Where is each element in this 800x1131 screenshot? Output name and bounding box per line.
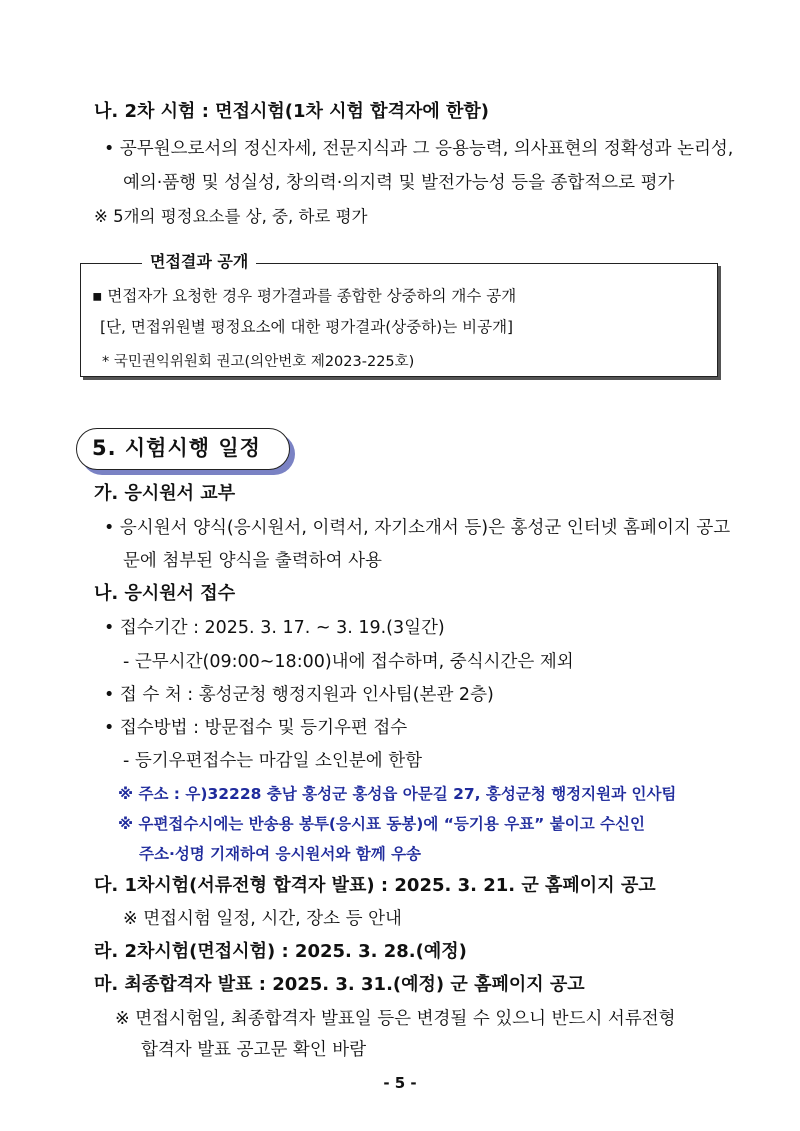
heading-interview-exam: 나. 2차 시험 : 면접시험(1차 시험 합격자에 한함) — [94, 101, 489, 122]
mail-return-envelope-note-2: 주소·성명 기재하여 응시원서와 함께 우송 — [139, 845, 422, 863]
result-disclosure-line: ▪ 면접자가 요청한 경우 평가결과를 종합한 상중하의 개수 공개 — [92, 287, 517, 305]
heading-application-submission: 나. 응시원서 접수 — [94, 583, 236, 604]
heading-application-distribution: 가. 응시원서 교부 — [94, 483, 236, 504]
submission-method: • 접수방법 : 방문접수 및 등기우편 접수 — [104, 718, 408, 738]
interview-guidance-note: ※ 면접시험 일정, 시간, 장소 등 안내 — [123, 909, 402, 929]
page-number: - 5 - — [383, 1074, 417, 1092]
mail-return-envelope-note-1: ※ 우편접수시에는 반송용 봉투(응시표 동봉)에 “등기용 우표” 붙이고 수신인 — [118, 815, 645, 833]
application-form-line-2: 문에 첨부된 양식을 출력하여 사용 — [123, 551, 382, 571]
submission-place: • 접 수 처 : 홍성군청 행정지원과 인사팀(본관 2층) — [104, 685, 494, 705]
interview-criteria-line-2: 예의·품행 및 성실성, 창의력·의지력 및 발전가능성 등을 종합적으로 평가 — [123, 173, 675, 193]
evaluation-note: ※ 5개의 평정요소를 상, 중, 하로 평가 — [94, 207, 368, 226]
schedule-change-note-2: 합격자 발표 공고문 확인 바람 — [141, 1040, 367, 1060]
interview-result-box-title: 면접결과 공개 — [142, 248, 256, 276]
heading-final-result: 마. 최종합격자 발표 : 2025. 3. 31.(예정) 군 홈페이지 공고 — [94, 974, 585, 995]
submission-period: • 접수기간 : 2025. 3. 17. ~ 3. 19.(3일간) — [104, 618, 445, 638]
acrc-recommendation-line: * 국민권익위원회 권고(의안번호 제2023-225호) — [102, 354, 415, 370]
schedule-change-note-1: ※ 면접시험일, 최종합격자 발표일 등은 변경될 수 있으니 반드시 서류전형 — [115, 1009, 676, 1029]
application-form-line-1: • 응시원서 양식(응시원서, 이력서, 자기소개서 등)은 홍성군 인터넷 홈페이지 공고 — [104, 518, 731, 538]
submission-hours-note: - 근무시간(09:00~18:00)내에 접수하며, 중식시간은 제외 — [123, 652, 574, 672]
result-exception-line: [단, 면접위원별 평정요소에 대한 평가결과(상중하)는 비공개] — [100, 318, 514, 336]
mailing-address: ※ 주소 : 우)32228 충남 홍성군 홍성읍 아문길 27, 홍성군청 행정지원과 인사팀 — [118, 785, 677, 803]
heading-first-exam-result: 다. 1차시험(서류전형 합격자 발표) : 2025. 3. 21. 군 홈페이지 공고 — [94, 875, 656, 896]
registered-mail-note: - 등기우편접수는 마감일 소인분에 한함 — [123, 751, 423, 771]
heading-second-exam: 라. 2차시험(면접시험) : 2025. 3. 28.(예정) — [94, 941, 467, 962]
interview-criteria-line-1: • 공무원으로서의 정신자세, 전문지식과 그 응용능력, 의사표현의 정확성과 논리성, — [104, 139, 734, 159]
section-5-title: 5. 시험시행 일정 — [92, 436, 261, 460]
